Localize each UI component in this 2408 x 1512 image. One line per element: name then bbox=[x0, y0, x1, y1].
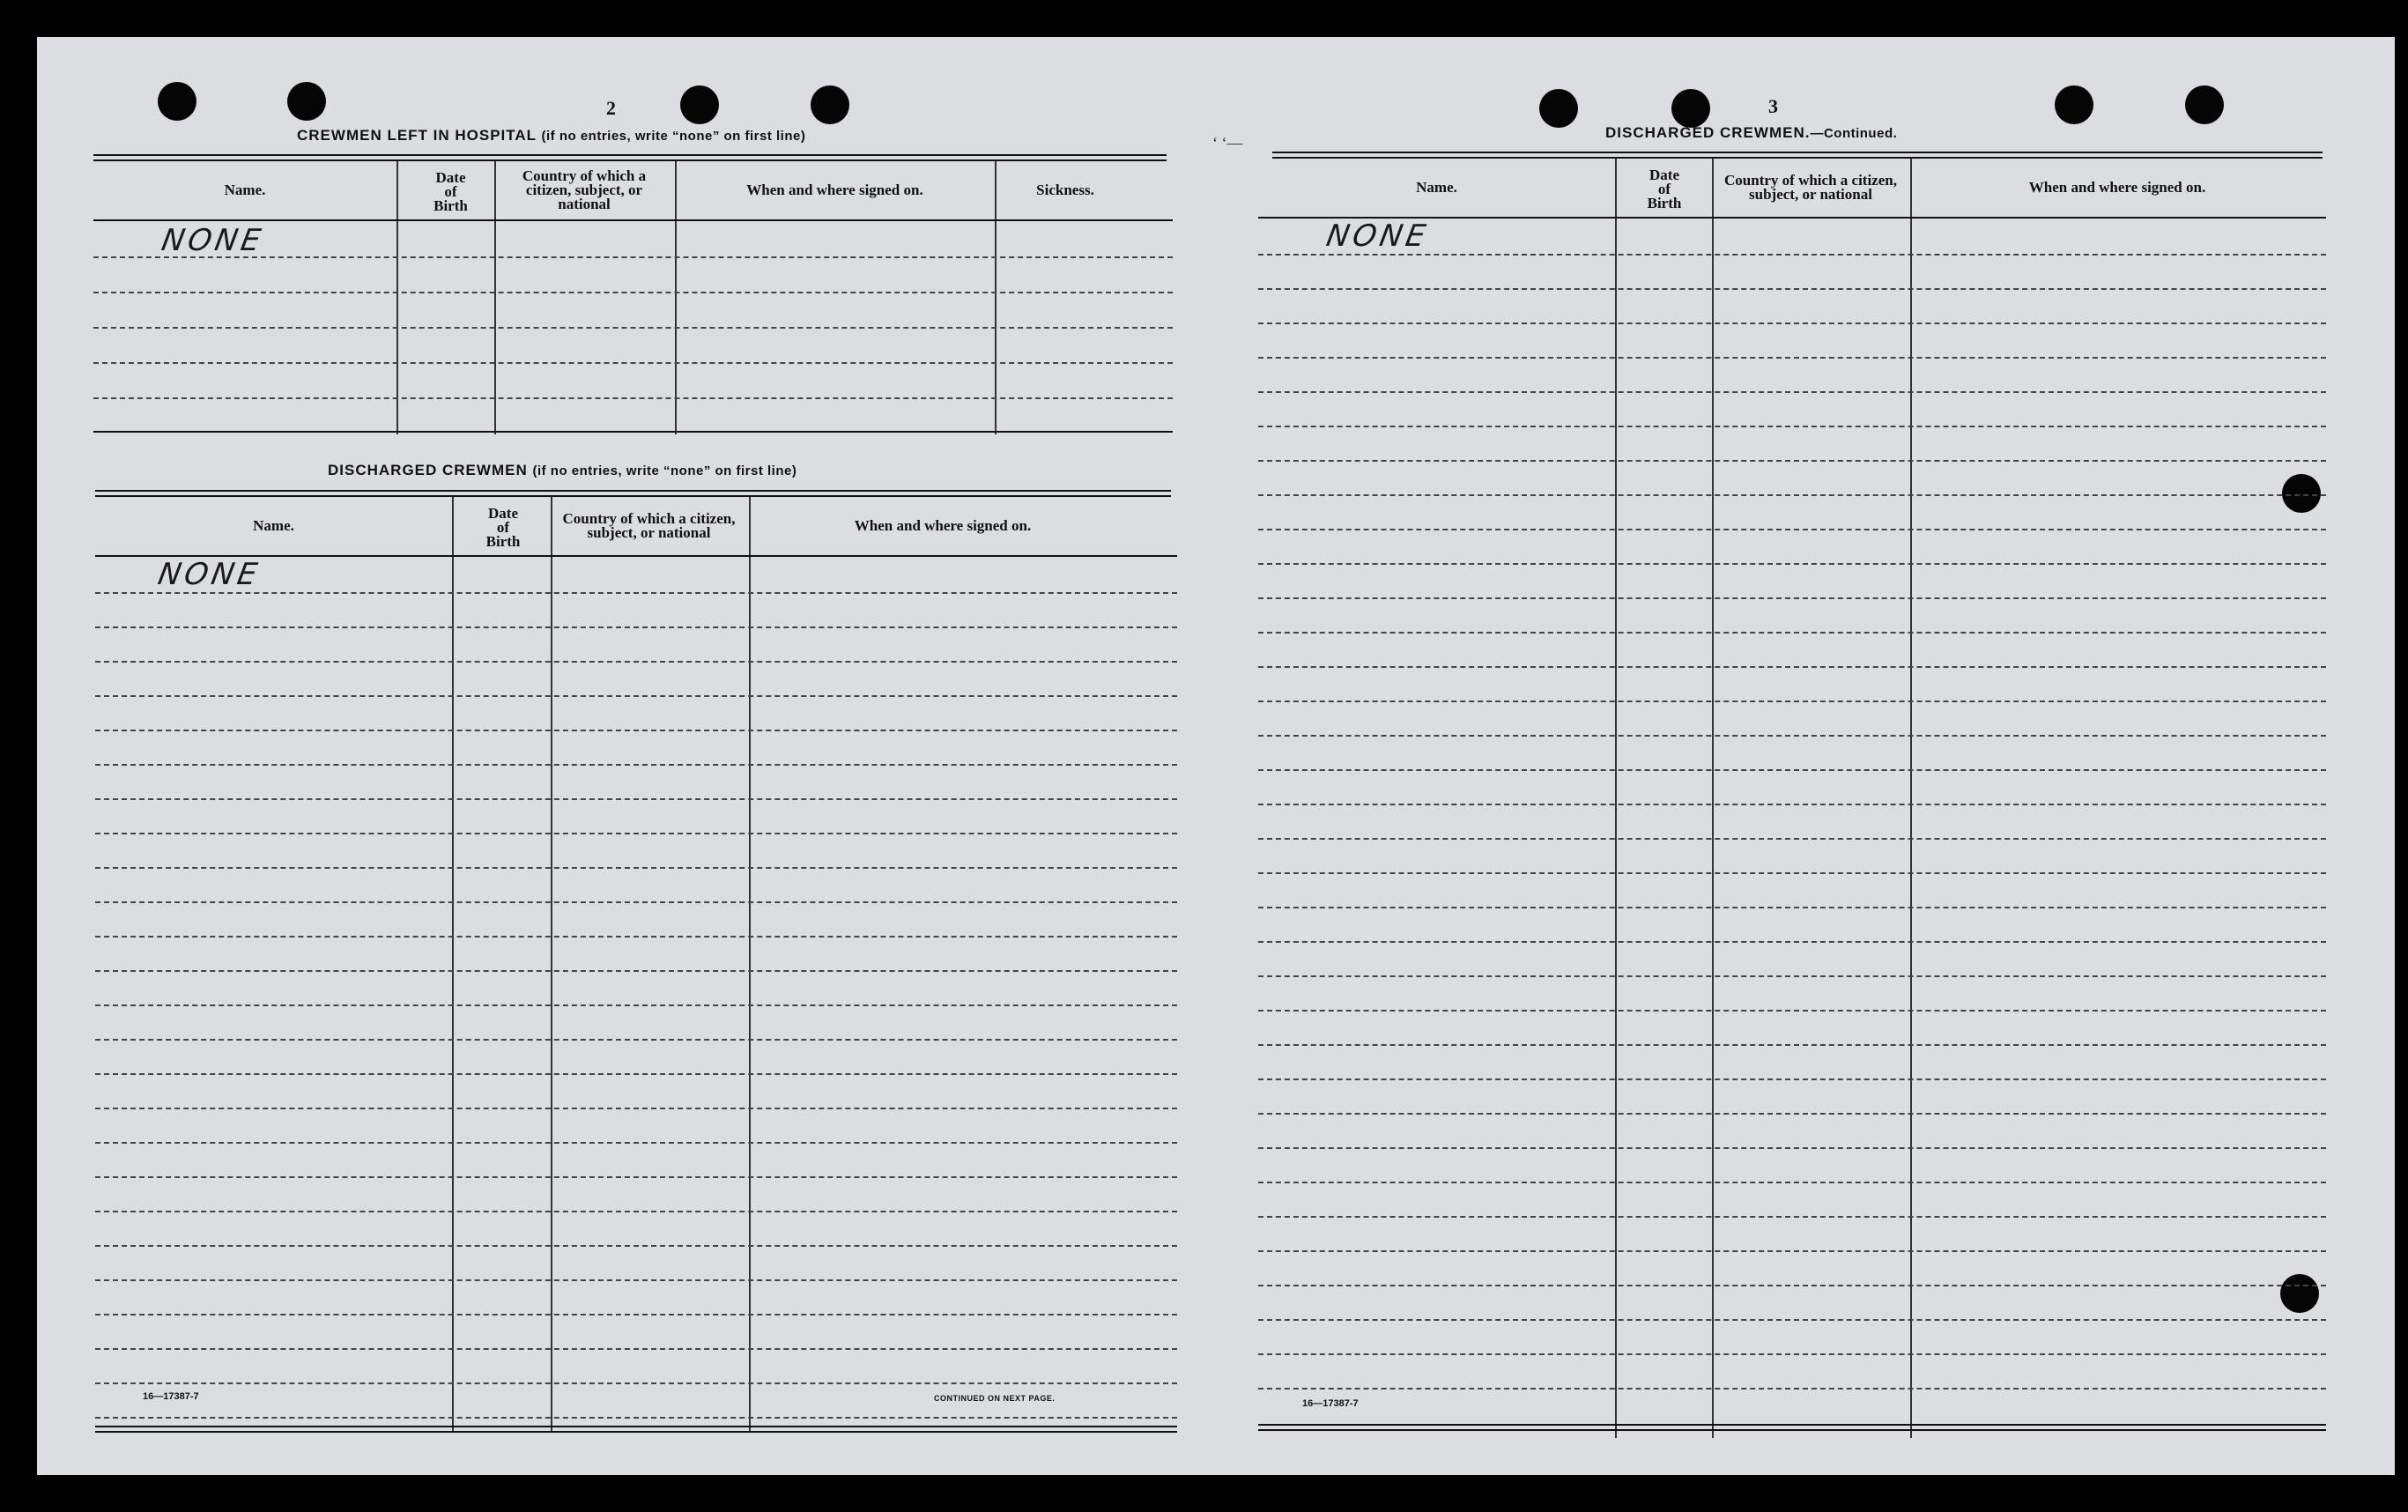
table-row bbox=[95, 1245, 1177, 1247]
table-row bbox=[1258, 872, 2326, 874]
hospital-top-rule bbox=[93, 154, 1167, 156]
header-rule bbox=[93, 219, 1173, 221]
table-row bbox=[93, 256, 1173, 258]
table-row bbox=[1258, 1353, 2326, 1355]
column-header-name: Name. bbox=[253, 517, 294, 534]
punch-hole bbox=[811, 85, 849, 124]
table-row bbox=[1258, 288, 2326, 290]
table-row bbox=[95, 1382, 1177, 1384]
table-row bbox=[1258, 838, 2326, 840]
table-row bbox=[1258, 529, 2326, 530]
table-row bbox=[1258, 666, 2326, 668]
table-row bbox=[95, 901, 1177, 903]
continued-note: CONTINUED ON NEXT PAGE. bbox=[934, 1394, 1056, 1403]
table-bottom-rule bbox=[1258, 1424, 2326, 1426]
hospital-title-text: CREWMEN LEFT IN HOSPITAL bbox=[297, 127, 537, 144]
discharged-title-text: DISCHARGED CREWMEN bbox=[328, 462, 528, 478]
punch-hole bbox=[2055, 85, 2093, 124]
discharged-continued-table bbox=[1258, 159, 2326, 1438]
column-header-signed-on: When and where signed on. bbox=[746, 182, 923, 198]
hospital-section-title bbox=[297, 127, 805, 145]
column-divider bbox=[1615, 159, 1617, 1438]
table-bottom-rule-2 bbox=[95, 1431, 1177, 1433]
column-header-name: Name. bbox=[1416, 179, 1457, 196]
column-header-date-of-birth: Date of Birth bbox=[433, 169, 468, 214]
column-divider bbox=[749, 497, 751, 1433]
table-row bbox=[95, 833, 1177, 834]
table-row bbox=[1258, 426, 2326, 427]
table-row bbox=[93, 292, 1173, 293]
discharged-section-title bbox=[328, 462, 796, 479]
table-row bbox=[1258, 1113, 2326, 1115]
column-divider bbox=[551, 497, 552, 1433]
table-row bbox=[1258, 1388, 2326, 1390]
punch-hole bbox=[287, 82, 326, 121]
table-row bbox=[95, 764, 1177, 766]
discharged-continued-title-text: DISCHARGED CREWMEN. bbox=[1605, 124, 1811, 141]
table-row bbox=[1258, 254, 2326, 256]
column-header-sickness: Sickness. bbox=[1036, 182, 1094, 198]
discharged-continued-title bbox=[1605, 124, 1897, 142]
table-row bbox=[1258, 941, 2326, 943]
column-divider bbox=[1910, 159, 1912, 1438]
table-row bbox=[1258, 1319, 2326, 1321]
document-sheet bbox=[37, 37, 2395, 1475]
page-number-left: 2 bbox=[606, 97, 616, 119]
table-row bbox=[95, 970, 1177, 972]
table-row bbox=[93, 397, 1173, 399]
table-row bbox=[1258, 1010, 2326, 1012]
table-row bbox=[95, 1039, 1177, 1041]
column-header-signed-on: When and where signed on. bbox=[2028, 179, 2206, 196]
discharged-continued-subtitle-text: —Continued. bbox=[1810, 126, 1898, 141]
column-header-country: Country of which a citizen, subject, or national bbox=[1724, 172, 1897, 203]
table-row bbox=[1258, 907, 2326, 908]
punch-hole bbox=[680, 85, 719, 124]
column-header-signed-on: When and where signed on. bbox=[854, 517, 1032, 534]
column-divider bbox=[494, 161, 496, 434]
table-bottom-rule bbox=[95, 1426, 1177, 1427]
table-row bbox=[1258, 460, 2326, 462]
table-row bbox=[1258, 357, 2326, 359]
table-row bbox=[1258, 1078, 2326, 1080]
discharged-subtitle-text: (if no entries, write “none” on first line) bbox=[532, 463, 797, 478]
table-row bbox=[1258, 804, 2326, 805]
column-divider bbox=[396, 161, 398, 434]
column-header-country: Country of which a citizen, subject, or national bbox=[562, 510, 736, 541]
form-number-right: 16—17387-7 bbox=[1302, 1398, 1359, 1409]
table-row bbox=[1258, 494, 2326, 496]
hospital-subtitle-text: (if no entries, write “none” on first line) bbox=[541, 129, 806, 144]
table-row bbox=[1258, 597, 2326, 599]
hospital-table bbox=[93, 161, 1173, 434]
table-row bbox=[95, 1176, 1177, 1178]
column-header-country: Country of which a citizen, subject, or national bbox=[522, 167, 647, 212]
punch-hole bbox=[2185, 85, 2224, 124]
handwritten-none: NONE bbox=[155, 557, 263, 592]
table-row bbox=[95, 695, 1177, 697]
handwritten-none: NONE bbox=[1323, 219, 1432, 254]
table-row bbox=[1258, 700, 2326, 702]
page-mark: ‘ ‘— bbox=[1212, 134, 1243, 152]
column-header-name: Name. bbox=[224, 182, 266, 198]
table-bottom-rule-2 bbox=[1258, 1429, 2326, 1431]
handwritten-none: NONE bbox=[159, 223, 267, 258]
column-divider bbox=[1712, 159, 1714, 1438]
table-row bbox=[95, 1108, 1177, 1109]
table-row bbox=[95, 936, 1177, 938]
column-header-date-of-birth: Date of Birth bbox=[1647, 167, 1682, 211]
discharged-top-rule bbox=[95, 490, 1171, 492]
table-row bbox=[93, 362, 1173, 364]
table-row bbox=[1258, 735, 2326, 737]
table-row bbox=[95, 798, 1177, 800]
table-row bbox=[1258, 1044, 2326, 1046]
table-row bbox=[1258, 322, 2326, 324]
punch-hole bbox=[1539, 89, 1578, 128]
table-row bbox=[95, 1314, 1177, 1316]
table-row bbox=[1258, 1250, 2326, 1252]
column-divider bbox=[452, 497, 454, 1433]
table-row bbox=[1258, 391, 2326, 393]
column-header-date-of-birth: Date of Birth bbox=[485, 505, 521, 550]
table-bottom-rule bbox=[93, 431, 1173, 433]
table-row bbox=[1258, 769, 2326, 771]
table-row bbox=[95, 626, 1177, 628]
table-row bbox=[95, 730, 1177, 731]
right-top-rule bbox=[1272, 152, 2323, 153]
page-number-right: 3 bbox=[1768, 95, 1778, 117]
discharged-table bbox=[95, 497, 1177, 1433]
table-row bbox=[93, 327, 1173, 329]
table-row bbox=[1258, 563, 2326, 565]
table-row bbox=[95, 1073, 1177, 1075]
table-row bbox=[95, 1211, 1177, 1212]
punch-hole bbox=[1671, 89, 1710, 128]
punch-hole bbox=[158, 82, 196, 121]
table-row bbox=[95, 1279, 1177, 1281]
table-row bbox=[1258, 1216, 2326, 1218]
table-row bbox=[95, 1417, 1177, 1419]
table-row bbox=[1258, 1285, 2326, 1286]
table-row bbox=[1258, 632, 2326, 634]
form-number-left: 16—17387-7 bbox=[143, 1391, 199, 1402]
table-row bbox=[95, 867, 1177, 869]
table-row bbox=[95, 1004, 1177, 1006]
table-row bbox=[1258, 975, 2326, 977]
table-row bbox=[95, 1348, 1177, 1350]
table-row bbox=[1258, 1182, 2326, 1183]
table-row bbox=[1258, 1147, 2326, 1149]
table-row bbox=[95, 661, 1177, 663]
table-row bbox=[95, 592, 1177, 594]
table-row bbox=[95, 1142, 1177, 1144]
